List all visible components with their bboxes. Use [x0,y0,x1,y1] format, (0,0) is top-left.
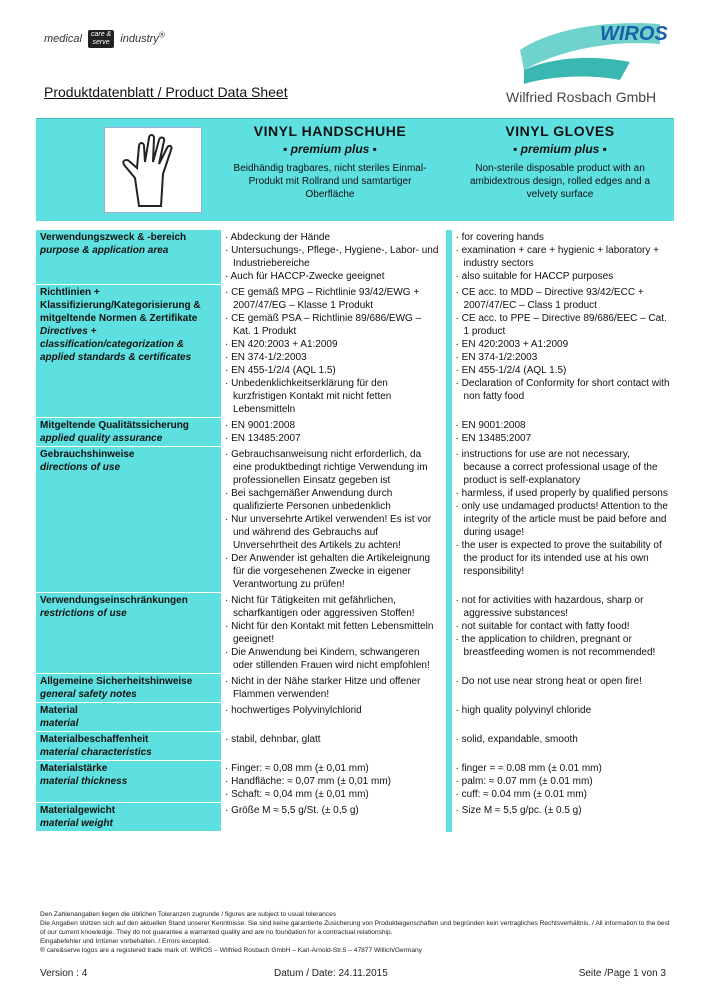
value-item: · Abdeckung der Hände [225,231,442,244]
value-item: · EN 455-1/2/4 (AQL 1.5) [456,364,670,377]
value-item: · EN 9001:2008 [456,419,670,432]
row-label-de: Material [40,705,78,716]
date-label: Datum / Date: 24.11.2015 [274,968,388,979]
row-values-en [449,732,674,761]
value-item: · EN 420:2003 + A1:2009 [225,338,442,351]
row-values-de [221,732,449,761]
value-item: · stabil, dehnbar, glatt [225,733,442,746]
value-item: · the application to children, pregnant or breastfeeding women is not recommended! [456,633,670,659]
row-values-de [221,803,449,832]
footnotes [40,910,670,955]
value-item: · not suitable for contact with fatty food! [456,620,670,633]
row-label-de: Verwendungszweck & -bereich [40,232,187,243]
value-item: · high quality polyvinyl chloride [456,704,670,717]
brand-serve: serve [92,39,110,46]
product-title-en: VINYL GLOVES [505,123,615,139]
row-values-de [221,418,449,447]
brand-care: care [90,31,105,38]
row-label-de: Materialbeschaffenheit [40,734,149,745]
spec-table [36,230,674,832]
value-item: · CE gemäß PSA – Richtlinie 89/686/EWG – Kat. 1 Produkt [225,312,442,338]
footnote: ® care&serve logos are a registered trade mark of: WIROS – Wilfried Rosbach GmbH – Karl-Arnold-Str.5 – 47877 Willich/Germany [40,947,422,954]
footnote: Eingabefehler und Irrtümer vorbehalten. / Errors excepted. [40,938,211,945]
row-label-de: Gebrauchshinweise [40,449,135,460]
value-item: · Die Anwendung bei Kindern, schwangeren oder stillenden Frauen wird nicht empfohlen! [225,646,442,672]
product-tag-de: ▪ premium plus ▪ [283,142,377,156]
product-header [36,118,674,221]
row-label [36,230,221,285]
value-item: · for covering hands [456,231,670,244]
value-item: · EN 374-1/2:2003 [225,351,442,364]
value-item: · EN 420:2003 + A1:2009 [456,338,670,351]
value-item: · Bei sachgemäßer Anwendung durch qualifizierte Personen unbedenklich [225,487,442,513]
version-label: Version : 4 [40,968,88,979]
value-item: · instructions for use are not necessary, because a correct professional usage of the product is self-explanatory [456,448,670,487]
row-values-de [221,674,449,703]
row-label [36,593,221,674]
row-label-en: restrictions of use [40,608,127,619]
row-label-en: purpose & application area [40,245,169,256]
product-title-de: VINYL HANDSCHUHE [253,123,407,139]
spec-row [36,803,674,832]
row-label-en: material weight [40,818,113,829]
value-item: · palm: ≈ 0.07 mm (± 0.01 mm) [456,775,670,788]
spec-row [36,285,674,418]
value-item: · Size M ≈ 5,5 g/pc. (± 0.5 g) [456,804,670,817]
value-item: · not for activities with hazardous, sharp or aggressive substances! [456,594,670,620]
value-item: · Gebrauchsanweisung nicht erforderlich, da eine produktbedingt richtige Verwendung im professionellen Einsatz gegeben ist [225,448,442,487]
row-label-de: Materialstärke [40,763,108,774]
row-values-en [449,285,674,418]
care-serve-brand [44,30,165,48]
row-values-en [449,447,674,593]
row-label [36,418,221,447]
glove-icon [105,128,201,212]
row-label-en: material characteristics [40,747,152,758]
value-item: · cuff: ≈ 0.04 mm (± 0.01 mm) [456,788,670,801]
value-item: · CE acc. to MDD – Directive 93/42/ECC + 2007/47/EC – Class 1 product [456,286,670,312]
spec-row [36,230,674,285]
value-item: · EN 9001:2008 [225,419,442,432]
value-item: · Unbedenklichkeitserklärung für den kurzfristigen Kontakt mit nicht fetten Lebensmitteln [225,377,442,416]
value-item: · Do not use near strong heat or open fire! [456,675,670,688]
row-label-de: Allgemeine Sicherheitshinweise [40,676,193,687]
value-item: · Handfläche: ≈ 0,07 mm (± 0,01 mm) [225,775,442,788]
row-label [36,285,221,418]
spec-row [36,447,674,593]
row-label-en: applied quality assurance [40,433,163,444]
row-label-en: directions of use [40,462,121,473]
spec-row [36,674,674,703]
value-item: · Der Anwender ist gehalten die Artikeleignung für die vorgesehenen Zwecke in eigener Verantwortung zu prüfen! [225,552,442,591]
value-item: · Auch für HACCP-Zwecke geeignet [225,270,442,283]
value-item: · the user is expected to prove the suitability of the product for its intended use at his own responsibility! [456,539,670,578]
product-desc-en: Non-sterile disposable product with an ambidextrous design, rolled edges and a velvety surface [469,163,651,200]
value-item: · only use undamaged products! Attention to the integrity of the article must be paid before and during usage! [456,500,670,539]
row-values-de [221,703,449,732]
brand-industry: industry [120,32,159,45]
row-values-en [449,418,674,447]
value-item: · EN 13485:2007 [225,432,442,445]
value-item: · CE acc. to PPE – Directive 89/686/EEC – Cat. 1 product [456,312,670,338]
value-item: · EN 455-1/2/4 (AQL 1.5) [225,364,442,377]
spec-row [36,732,674,761]
spec-row [36,418,674,447]
logo-text: WIROS [600,23,668,45]
value-item: · harmless, if used properly by qualified persons [456,487,670,500]
row-label [36,674,221,703]
row-values-en [449,761,674,803]
value-item: · Finger: ≈ 0,08 mm (± 0,01 mm) [225,762,442,775]
row-label [36,761,221,803]
english-heading [460,123,660,201]
row-values-de [221,447,449,593]
care-serve-badge [88,30,114,48]
german-heading [230,123,430,201]
value-item: · solid, expandable, smooth [456,733,670,746]
row-label-en: material [40,718,79,729]
row-label-en: Directives + classification/categorization & applied standards & certificates [40,326,192,363]
row-values-en [449,593,674,674]
company-name: Wilfried Rosbach GmbH [506,89,657,105]
row-label-de: Mitgeltende Qualitätssicherung [40,420,189,431]
footnote: Den Zahlenangaben liegen die üblichen Toleranzen zugrunde / figures are subject to usual tolerances [40,911,337,918]
value-item: · Nur unversehrte Artikel verwenden! Es ist vor und während des Gebrauchs auf Unversehrtheit des Artikels zu achten! [225,513,442,552]
row-values-en [449,674,674,703]
row-values-de [221,230,449,285]
value-item: · CE gemäß MPG – Richtlinie 93/42/EWG + 2007/47/EG – Klasse 1 Produkt [225,286,442,312]
value-item: · finger = ≈ 0.08 mm (± 0.01 mm) [456,762,670,775]
value-item: · examination + care + hygienic + laboratory + industry sectors [456,244,670,270]
product-desc-de: Beidhändig tragbares, nicht steriles Einmal-Produkt mit Rollrand und samtartiger Oberfläche [233,163,427,200]
value-item: · Größe M ≈ 5,5 g/St. (± 0,5 g) [225,804,442,817]
brand-and: & [106,31,112,38]
row-values-de [221,593,449,674]
row-label-de: Richtlinien + Klassifizierung/Kategorisierung & mitgeltende Normen & Zertifikate [40,287,201,324]
value-item: · Nicht für Tätigkeiten mit gefährlichen, scharfkantigen oder aggressiven Stoffen! [225,594,442,620]
glove-image [104,127,202,213]
product-tag-en: ▪ premium plus ▪ [513,142,607,156]
row-values-de [221,761,449,803]
spec-row [36,593,674,674]
wiros-logo [510,10,670,88]
brand-medical: medical [44,32,82,45]
footnote: Die Angaben stützen sich auf den aktuellen Stand unserer Kenntnisse. Sie sind keine garantierte Zusicherung von Produkteigenschaften und begründen kein vertragliches Rechtsverhältnis. / All information to the best of our current knowledge. They do not guarantee a warranted quality and are no foundation for a contractual relationship. [40,920,670,936]
row-label-de: Materialgewicht [40,805,116,816]
value-item: · also suitable for HACCP purposes [456,270,670,283]
spec-row [36,703,674,732]
value-item: · EN 374-1/2:2003 [456,351,670,364]
value-item: · Nicht für den Kontakt mit fetten Lebensmitteln geeignet! [225,620,442,646]
row-label [36,803,221,832]
page-title: Produktdatenblatt / Product Data Sheet [44,84,288,100]
value-item: · Untersuchungs-, Pflege-, Hygiene-, Labor- und Industriebereiche [225,244,442,270]
row-label-de: Verwendungseinschränkungen [40,595,188,606]
row-label-en: general safety notes [40,689,137,700]
row-label [36,703,221,732]
row-values-de [221,285,449,418]
row-label [36,732,221,761]
brand-registered-mark: ® [158,30,165,40]
row-label [36,447,221,593]
value-item: · Nicht in der Nähe starker Hitze und offener Flammen verwenden! [225,675,442,701]
value-item: · hochwertiges Polyvinylchlorid [225,704,442,717]
row-label-en: material thickness [40,776,128,787]
value-item: · Schaft: ≈ 0,04 mm (± 0,01 mm) [225,788,442,801]
value-item: · Declaration of Conformity for short contact with non fatty food [456,377,670,403]
row-values-en [449,803,674,832]
row-values-en [449,703,674,732]
page-number: Seite /Page 1 von 3 [578,968,666,979]
value-item: · EN 13485:2007 [456,432,670,445]
row-values-en [449,230,674,285]
spec-row [36,761,674,803]
